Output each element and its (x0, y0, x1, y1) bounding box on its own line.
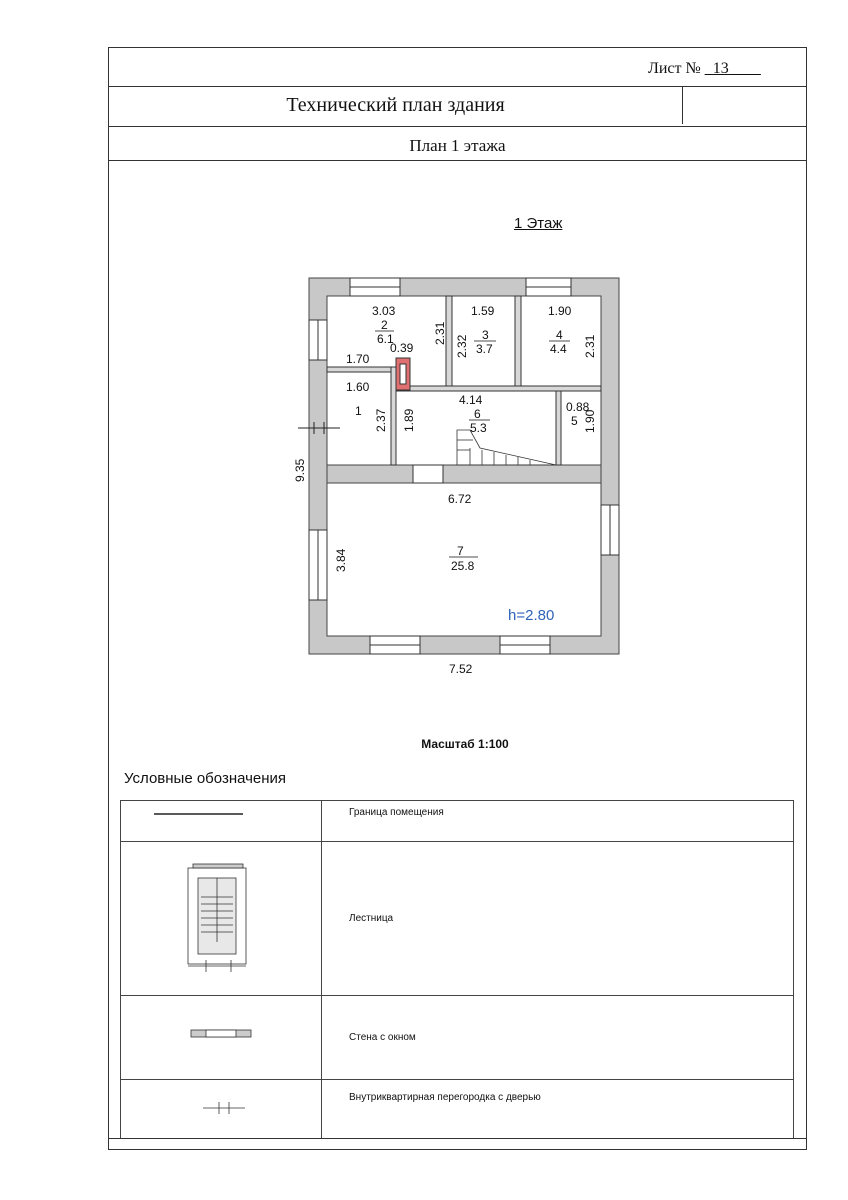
overall-depth: 9.35 (293, 458, 307, 482)
room-5-width: 0.88 (566, 400, 590, 414)
legend-row (121, 801, 794, 842)
room-1-width: 1.60 (346, 380, 370, 394)
room-5-height: 1.90 (583, 409, 597, 433)
room-2-number: 2 (381, 318, 388, 332)
room-6-number: 6 (474, 407, 481, 421)
room-2-area: 6.1 (377, 332, 394, 346)
plan-title: План 1 этажа (409, 136, 506, 155)
room-1-height: 2.37 (374, 408, 388, 432)
legend-label: Внутриквартирная перегородка с дверью (322, 1080, 794, 1139)
room-5-number: 5 (571, 414, 578, 428)
legend-row (121, 842, 794, 996)
ceiling-height: h=2.80 (508, 607, 555, 624)
legend-table (120, 800, 794, 1139)
room-6-height: 1.89 (402, 408, 416, 432)
floor-label: 1 Этаж (514, 215, 563, 232)
overall-width: 7.52 (449, 662, 473, 676)
room-boundary-line-icon (121, 801, 322, 842)
room-2-dim-bottom: 1.70 (346, 352, 370, 366)
room-7-area: 25.8 (451, 559, 475, 573)
room-1-number: 1 (355, 404, 362, 418)
doc-title: Технический план здания (286, 94, 505, 116)
sheet-number: Лист № _13____ (648, 60, 761, 77)
room-7-number: 7 (457, 544, 464, 558)
room-4-number: 4 (556, 328, 563, 342)
legend-label: Стена с окном (322, 996, 794, 1080)
staircase-icon (121, 842, 322, 996)
legend-row (121, 996, 794, 1080)
middle-wall (327, 465, 601, 483)
room-7-height: 3.84 (334, 548, 348, 572)
chimney-dim: 0.39 (390, 341, 414, 355)
room-4-height: 2.31 (583, 334, 597, 358)
legend-row (121, 1080, 794, 1139)
room-4-width: 1.90 (548, 304, 572, 318)
room-3-area: 3.7 (476, 342, 493, 356)
room-4-area: 4.4 (550, 342, 567, 356)
room-7-width: 6.72 (448, 492, 472, 506)
legend-label: Граница помещения (322, 801, 794, 842)
room-3-width: 1.59 (471, 304, 495, 318)
wall-with-window-icon (121, 996, 322, 1080)
staircase-icon (457, 430, 556, 465)
legend-title: Условные обозначения (124, 770, 287, 787)
room-3-number: 3 (482, 328, 489, 342)
partition-with-door-icon (121, 1080, 322, 1139)
room-6-area: 5.3 (470, 421, 487, 435)
legend-label: Лестница (322, 842, 794, 996)
bottom-rule (108, 1138, 807, 1139)
scale-label: Масштаб 1:100 (421, 737, 509, 751)
room-2-width: 3.03 (372, 304, 396, 318)
room-3-height: 2.32 (455, 334, 469, 358)
chimney-flue (400, 364, 406, 384)
room-6-width: 4.14 (459, 393, 483, 407)
room-2-height: 2.31 (433, 321, 447, 345)
